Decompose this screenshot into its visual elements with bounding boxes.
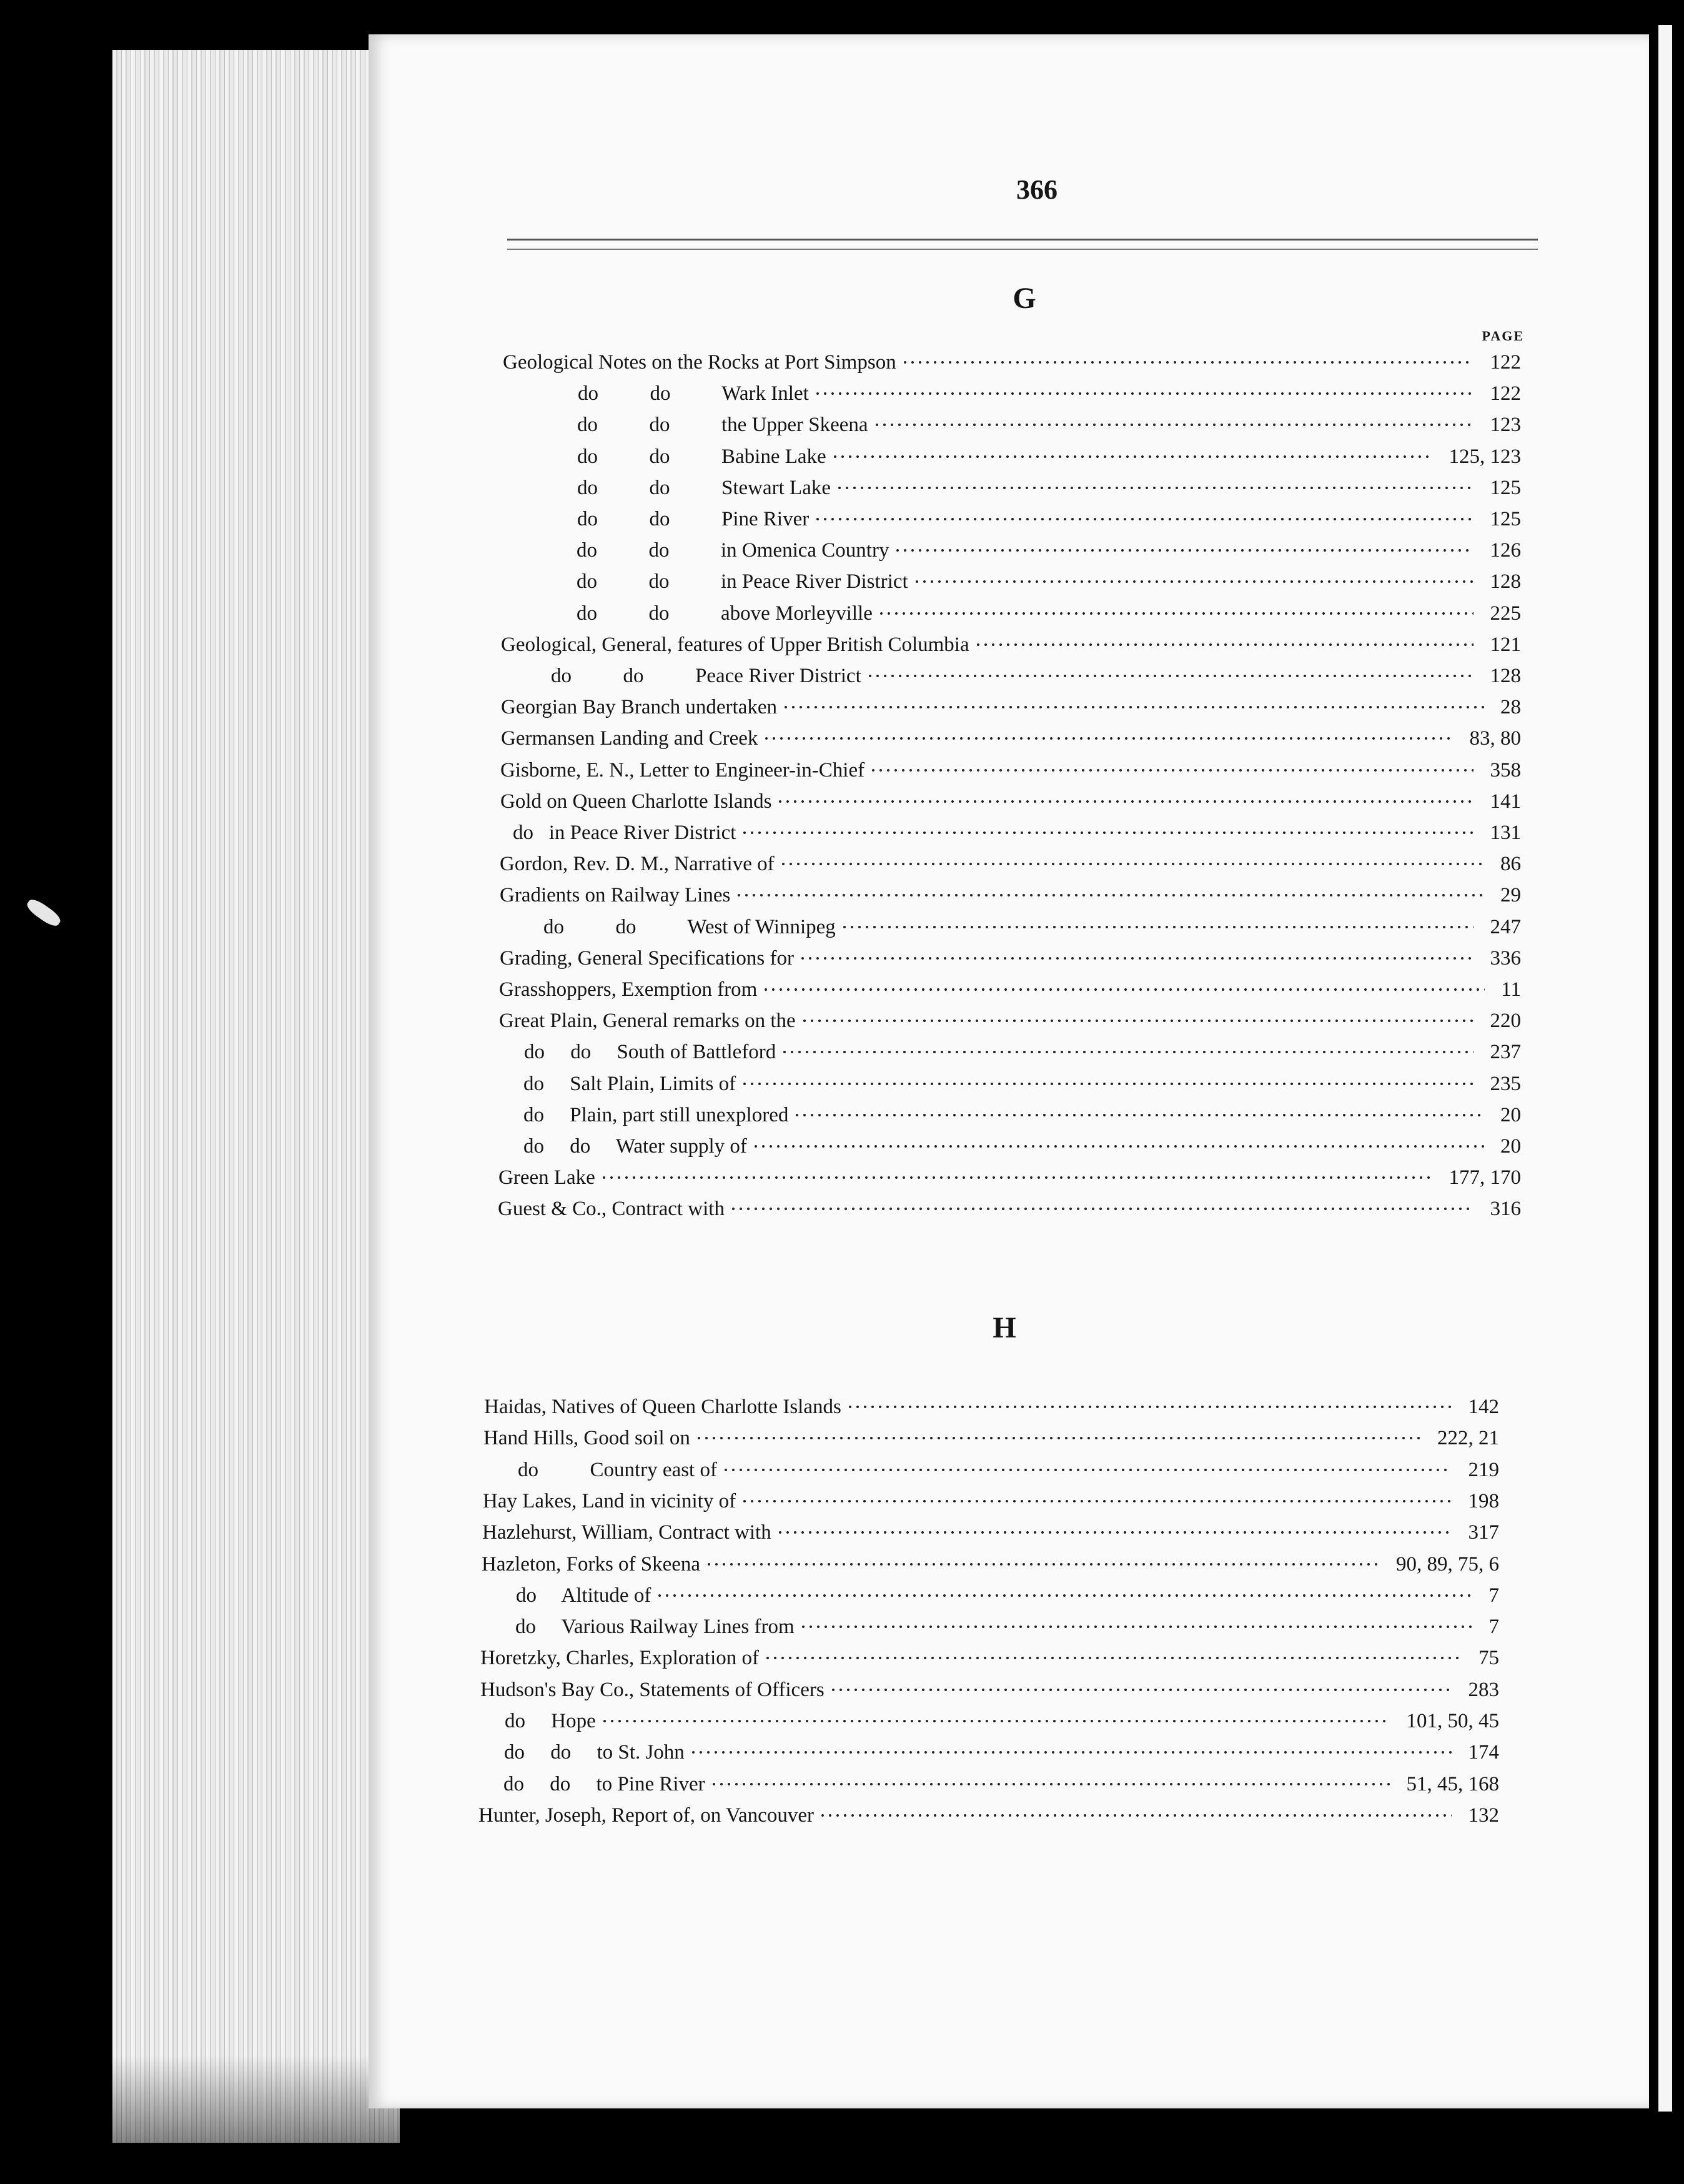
entry-page-ref: 125 <box>1490 477 1521 499</box>
dot-leader <box>600 1175 1432 1180</box>
entry-term: Gordon, Rev. D. M., Narrative of <box>500 853 775 875</box>
index-entry <box>479 1737 1499 1767</box>
dot-leader <box>656 1593 1472 1598</box>
entry-page-ref: 222, 21 <box>1437 1427 1499 1449</box>
entry-page-ref: 83, 80 <box>1469 727 1521 750</box>
dot-leader <box>866 673 1474 678</box>
dot-leader <box>793 1113 1484 1118</box>
dot-leader <box>878 611 1474 616</box>
dot-leader <box>695 1436 1421 1441</box>
index-entry <box>498 1163 1521 1193</box>
entry-page-ref: 128 <box>1490 665 1521 687</box>
entry-term: do do above Morleyville <box>577 602 873 625</box>
entry-page-ref: 132 <box>1468 1804 1499 1827</box>
index-entry <box>481 1612 1499 1642</box>
entry-term: Geological Notes on the Rocks at Port Simpson <box>503 351 896 374</box>
entry-page-ref: 75 <box>1478 1647 1499 1669</box>
section-letter-h: H <box>993 1311 1016 1344</box>
dot-leader <box>781 1050 1474 1055</box>
entry-page-ref: 20 <box>1500 1104 1521 1126</box>
dot-leader <box>801 1018 1474 1023</box>
dot-leader <box>819 1813 1452 1818</box>
entry-term: do do Wark Inlet <box>578 382 809 405</box>
entry-term: do do Peace River District <box>551 665 861 687</box>
dot-leader <box>913 579 1474 584</box>
index-entry <box>500 943 1521 973</box>
entry-term: do do West of Winnipeg <box>543 916 836 938</box>
entry-page-ref: 29 <box>1500 884 1521 906</box>
entry-term: do do to St. John <box>504 1741 685 1764</box>
entry-term: Hudson's Bay Co., Statements of Officers <box>480 1679 825 1701</box>
entry-term: Hunter, Joseph, Report of, on Vancouver <box>478 1804 814 1827</box>
index-entry <box>498 1194 1521 1224</box>
facing-page-edge <box>1658 25 1672 2112</box>
dot-leader <box>741 830 1474 835</box>
entry-page-ref: 317 <box>1468 1521 1499 1544</box>
entry-term: Hazleton, Forks of Skeena <box>482 1553 701 1576</box>
entry-page-ref: 237 <box>1490 1041 1521 1063</box>
entry-term: Hazlehurst, William, Contract with <box>482 1521 771 1544</box>
dot-leader <box>705 1562 1380 1567</box>
scan-mark <box>24 896 63 929</box>
entry-page-ref: 283 <box>1468 1679 1499 1701</box>
index-entry <box>480 1643 1499 1673</box>
entry-term: Haidas, Natives of Queen Charlotte Islands <box>484 1396 841 1418</box>
dot-leader <box>814 391 1474 396</box>
index-entry <box>502 442 1521 472</box>
entry-term: Georgian Bay Branch undertaken <box>501 696 777 718</box>
entry-term: do Country east of <box>518 1459 717 1481</box>
entry-page-ref: 141 <box>1490 790 1521 813</box>
index-entry <box>498 1069 1521 1099</box>
index-entry <box>502 535 1521 565</box>
entry-term: Gold on Queen Charlotte Islands <box>500 790 772 813</box>
entry-page-ref: 125, 123 <box>1449 445 1521 468</box>
page-edges <box>112 50 400 2143</box>
index-entry <box>502 504 1521 534</box>
entry-term: do do in Omenica Country <box>577 539 889 562</box>
dot-leader <box>762 987 1485 992</box>
entry-term: do do Water supply of <box>523 1135 747 1158</box>
dot-leader <box>901 360 1474 365</box>
dot-leader <box>752 1144 1484 1149</box>
entry-term: do Salt Plain, Limits of <box>523 1073 736 1095</box>
index-entry <box>503 379 1521 409</box>
dot-leader <box>869 768 1474 773</box>
dot-leader <box>846 1404 1452 1409</box>
entry-term: Grasshoppers, Exemption from <box>499 978 758 1001</box>
index-entry <box>499 1037 1521 1067</box>
entry-term: Grading, General Specifications for <box>500 947 794 970</box>
dot-leader <box>894 548 1474 553</box>
dot-leader <box>873 422 1474 427</box>
entry-page-ref: 235 <box>1490 1073 1521 1095</box>
entry-page-ref: 225 <box>1490 602 1521 625</box>
dot-leader <box>836 485 1474 490</box>
index-entry <box>483 1486 1499 1516</box>
dot-leader <box>830 1687 1452 1692</box>
header-rule-thin <box>507 249 1538 250</box>
index-entry <box>500 912 1521 942</box>
dot-leader <box>741 1499 1452 1504</box>
entry-page-ref: 128 <box>1490 570 1521 593</box>
entry-term: Horetzky, Charles, Exploration of <box>480 1647 759 1669</box>
entry-page-ref: 316 <box>1490 1198 1521 1220</box>
dot-leader <box>776 1530 1452 1535</box>
index-entry <box>501 723 1521 753</box>
entry-page-ref: 11 <box>1501 978 1521 1001</box>
page-column-header: PAGE <box>1482 328 1524 344</box>
entry-page-ref: 131 <box>1490 821 1521 844</box>
index-entry <box>482 1549 1499 1579</box>
entry-page-ref: 101, 50, 45 <box>1406 1710 1499 1732</box>
dot-leader <box>974 642 1474 647</box>
entry-term: Hand Hills, Good soil on <box>483 1427 690 1449</box>
entry-page-ref: 51, 45, 168 <box>1406 1773 1499 1795</box>
entry-term: Gradients on Railway Lines <box>500 884 731 906</box>
index-entry <box>500 787 1521 817</box>
entry-page-ref: 336 <box>1490 947 1521 970</box>
index-entry <box>478 1769 1499 1799</box>
entry-term: Germansen Landing and Creek <box>501 727 758 750</box>
dot-leader <box>776 799 1474 804</box>
dot-leader <box>831 454 1432 459</box>
index-entry <box>499 975 1521 1005</box>
dot-leader <box>764 1655 1462 1660</box>
index-entry <box>482 1517 1499 1547</box>
entry-term: do do the Upper Skeena <box>577 414 868 436</box>
entry-page-ref: 90, 89, 75, 6 <box>1396 1553 1499 1576</box>
entry-term: do do Babine Lake <box>577 445 826 468</box>
entry-term: do do Pine River <box>577 508 810 530</box>
entry-page-ref: 122 <box>1490 382 1521 405</box>
dot-leader <box>710 1782 1390 1787</box>
index-entry <box>501 630 1521 660</box>
dot-leader <box>730 1206 1474 1211</box>
dot-leader <box>799 956 1474 961</box>
entry-page-ref: 177, 170 <box>1449 1166 1521 1189</box>
entry-page-ref: 219 <box>1468 1459 1499 1481</box>
dot-leader <box>814 517 1474 522</box>
dot-leader <box>782 705 1484 710</box>
index-entry <box>480 1675 1499 1705</box>
dot-leader <box>601 1719 1390 1724</box>
entry-page-ref: 86 <box>1500 853 1521 875</box>
index-entry <box>500 880 1521 910</box>
entry-page-ref: 121 <box>1490 633 1521 656</box>
entry-page-ref: 122 <box>1490 351 1521 374</box>
entry-term: do do Stewart Lake <box>577 477 831 499</box>
entry-page-ref: 7 <box>1488 1584 1499 1607</box>
index-entry <box>502 567 1521 597</box>
entry-term: do Various Railway Lines from <box>515 1616 795 1638</box>
index-entry <box>498 1131 1521 1161</box>
entry-term: do do in Peace River District <box>577 570 908 593</box>
entry-term: Great Plain, General remarks on the <box>499 1010 796 1032</box>
entry-page-ref: 174 <box>1468 1741 1499 1764</box>
dot-leader <box>735 893 1484 898</box>
dot-leader <box>800 1624 1472 1629</box>
entry-term: do do South of Battleford <box>524 1041 776 1063</box>
entry-page-ref: 358 <box>1490 759 1521 782</box>
entry-page-ref: 126 <box>1490 539 1521 562</box>
entry-page-ref: 123 <box>1490 414 1521 436</box>
entry-term: do in Peace River District <box>513 821 736 844</box>
entry-term: Hay Lakes, Land in vicinity of <box>483 1490 736 1512</box>
dot-leader <box>741 1081 1474 1086</box>
entry-page-ref: 220 <box>1490 1010 1521 1032</box>
entry-term: do do to Pine River <box>503 1773 705 1795</box>
entry-term: Green Lake <box>498 1166 595 1189</box>
entry-page-ref: 142 <box>1468 1396 1499 1418</box>
index-entry <box>502 410 1521 440</box>
dot-leader <box>841 925 1474 930</box>
index-entry <box>480 1706 1499 1736</box>
index-entry <box>502 473 1521 503</box>
entry-term: Gisborne, E. N., Letter to Engineer-in-Chief <box>500 759 865 782</box>
section-letter-g: G <box>1013 282 1036 315</box>
index-entry <box>502 598 1521 628</box>
entry-term: do Hope <box>505 1710 596 1732</box>
index-entry <box>484 1392 1499 1422</box>
dot-leader <box>722 1467 1452 1472</box>
index-entry <box>500 849 1521 879</box>
entry-term: Guest & Co., Contract with <box>498 1198 725 1220</box>
entry-page-ref: 125 <box>1490 508 1521 530</box>
entry-term: Geological, General, features of Upper British Columbia <box>501 633 969 656</box>
index-entry <box>503 347 1521 377</box>
page-number: 366 <box>1016 174 1057 205</box>
index-entry <box>500 818 1521 848</box>
entry-term: do Plain, part still unexplored <box>523 1104 789 1126</box>
index-entry <box>482 1581 1499 1611</box>
index-entry <box>501 661 1521 691</box>
index-entry <box>499 1006 1521 1036</box>
entry-term: do Altitude of <box>516 1584 651 1607</box>
entry-page-ref: 198 <box>1468 1490 1499 1512</box>
entry-page-ref: 20 <box>1500 1135 1521 1158</box>
index-entry <box>478 1800 1499 1830</box>
entry-page-ref: 7 <box>1488 1616 1499 1638</box>
dot-leader <box>763 736 1453 741</box>
entry-page-ref: 247 <box>1490 916 1521 938</box>
index-entry <box>483 1455 1499 1485</box>
index-entry <box>483 1423 1499 1453</box>
dot-leader <box>780 861 1484 866</box>
header-rule <box>507 239 1538 241</box>
entry-page-ref: 28 <box>1500 696 1521 718</box>
index-entry <box>501 692 1521 722</box>
dot-leader <box>690 1750 1452 1755</box>
index-entry <box>500 755 1521 785</box>
index-entry <box>498 1100 1521 1130</box>
